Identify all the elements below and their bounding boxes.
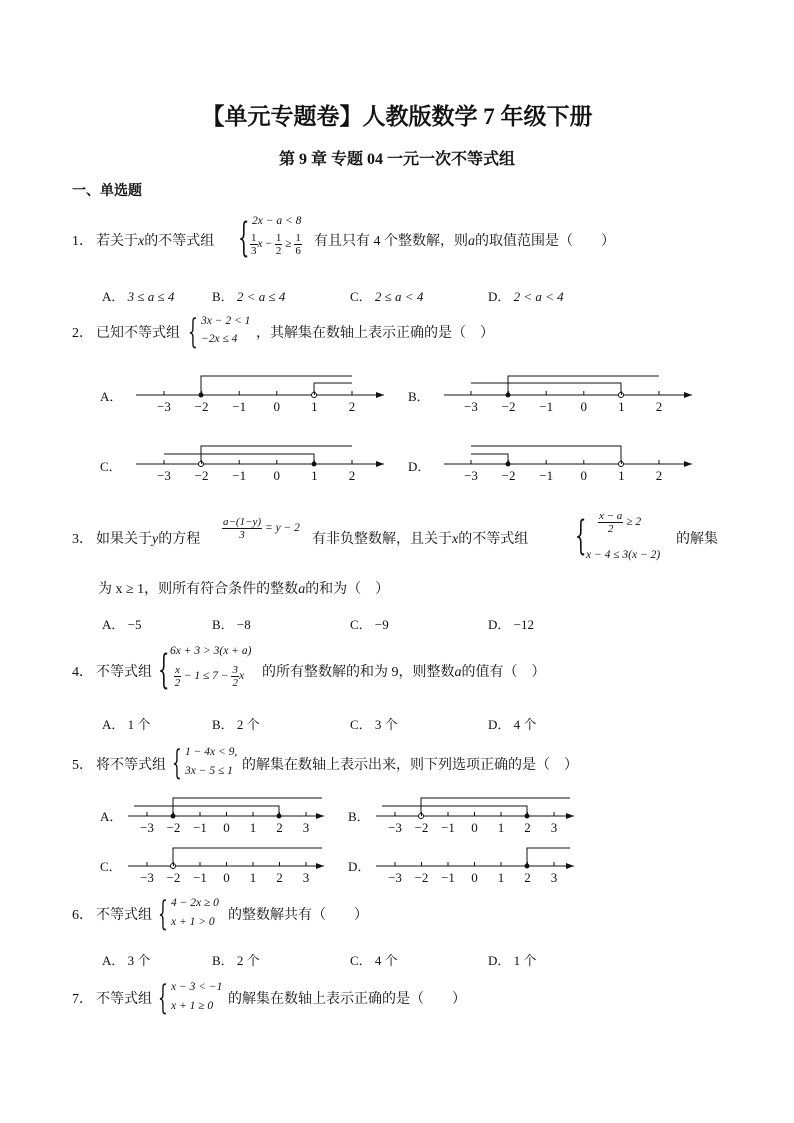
q5-d-tick-label: −2: [414, 870, 429, 885]
q4-number: 4．: [72, 665, 93, 680]
q5-b-tick-label: 3: [550, 820, 558, 835]
q3-number: 3．: [72, 532, 93, 547]
page-title: 【单元专题卷】人教版数学 7 年级下册: [201, 104, 593, 129]
q5-b-tick-label: −1: [441, 820, 455, 835]
q4-option-a[interactable]: A． 1 个: [102, 717, 151, 732]
q5-brace: {: [172, 743, 182, 783]
q5-a-tick-label: 2: [276, 820, 283, 835]
q6-option-c[interactable]: C． 4 个: [350, 953, 398, 968]
q7-system-line2: x + 1 ≥ 0: [171, 1000, 214, 1012]
q2-d-tick-label: 0: [580, 468, 588, 483]
q5-d-tick-label: −3: [388, 870, 402, 885]
q6-option-b[interactable]: B． 2 个: [212, 953, 260, 968]
q2-c-tick-label: 2: [348, 468, 356, 483]
q5-a-tick-label: 3: [302, 820, 310, 835]
q3-text-tail: 的解集: [676, 532, 718, 547]
q1-text-pre: 若关于x的不等式组: [96, 234, 215, 249]
q2-d-tick-label: 2: [655, 468, 663, 483]
q3-brace: {: [575, 513, 587, 559]
q2-d-tick-label: −3: [464, 468, 478, 483]
q2-system-line1: 3x − 2 < 1: [201, 315, 251, 327]
q2-label-b: B．: [408, 389, 430, 404]
q5-number: 5．: [72, 758, 93, 773]
q6-text-pre: 不等式组: [96, 908, 152, 923]
q5-d-tick-label: −1: [441, 870, 455, 885]
q2-text-pre: 已知不等式组: [96, 326, 180, 341]
q1-option-c[interactable]: C． 2 ≤ a < 4: [350, 289, 424, 304]
q7-brace: {: [158, 978, 168, 1018]
q5-b-tick-label: 0: [471, 820, 478, 835]
q5-text-pre: 将不等式组: [96, 758, 166, 773]
q2-brace: {: [188, 312, 198, 352]
q1-text-post: 有且只有 4 个整数解，则a的取值范围是（ ）: [314, 234, 615, 249]
q3-option-a[interactable]: A． −5: [102, 617, 142, 632]
q5-d-tick-label: 1: [497, 870, 505, 885]
q5-c-tick-label: −1: [193, 870, 207, 885]
q5-b-tick-label: 1: [497, 820, 505, 835]
q2-system-line2: −2x ≤ 4: [201, 333, 238, 345]
q3-system-line2: x − 4 ≤ 3(x − 2): [586, 549, 661, 561]
q2-a-tick-label: −3: [157, 399, 171, 414]
q3-option-d[interactable]: D． −12: [488, 617, 534, 632]
q5-label-d: D．: [348, 859, 371, 874]
q5-b-tick-label: 2: [524, 820, 531, 835]
q5-label-b: B．: [348, 809, 370, 824]
q2-c-tick-label: −2: [194, 468, 209, 483]
q6-system-line1: 4 − 2x ≥ 0: [171, 897, 219, 909]
q2-a-tick-label: 2: [348, 399, 356, 414]
q5-system-line1: 1 − 4x < 9,: [185, 746, 238, 758]
q3-option-c[interactable]: C． −9: [350, 617, 389, 632]
q5-text-post: 的解集在数轴上表示出来，则下列选项正确的是（ ）: [242, 758, 578, 773]
q4-system-line1: 6x + 3 > 3(x + a): [170, 645, 252, 657]
q5-label-c: C．: [100, 859, 122, 874]
q2-c-tick-label: 1: [311, 468, 318, 483]
q2-a-tick-label: 1: [311, 399, 318, 414]
q4-option-b[interactable]: B． 2 个: [212, 717, 260, 732]
q5-a-tick-label: 0: [223, 820, 230, 835]
q4-text-pre: 不等式组: [96, 665, 152, 680]
q1-option-d[interactable]: D． 2 < a < 4: [488, 289, 564, 304]
q5-c-tick-label: 0: [223, 870, 230, 885]
q6-text-post: 的整数解共有（ ）: [228, 908, 368, 923]
q6-number: 6．: [72, 908, 93, 923]
q7-text-pre: 不等式组: [96, 992, 152, 1007]
q5-a-tick-label: −3: [140, 820, 154, 835]
q3-equation: $\frac{a-(1-y)}{3}$ = y − 2: [223, 516, 300, 541]
q3-text-mid: 有非负整数解，且关于x的不等式组: [312, 532, 529, 547]
q2-label-c: C．: [100, 459, 122, 474]
q7-text-post: 的解集在数轴上表示正确的是（ ）: [228, 992, 466, 1007]
q2-number-lines: [0, 360, 794, 490]
q1-brace: {: [238, 215, 250, 261]
q2-d-tick-label: 1: [618, 468, 625, 483]
q5-c-tick-label: 2: [276, 870, 283, 885]
q5-option-b-numberline[interactable]: [348, 798, 574, 835]
q2-a-tick-label: 0: [273, 399, 281, 414]
q5-d-tick-label: 2: [524, 870, 531, 885]
q5-c-tick-label: 1: [249, 870, 257, 885]
q3-text-line2: 为 x ≥ 1，则所有符合条件的整数a的和为（ ）: [98, 582, 390, 597]
q2-option-b-numberline[interactable]: [408, 376, 692, 414]
q2-c-tick-label: −3: [157, 468, 171, 483]
q5-d-tick-label: 0: [471, 870, 478, 885]
q1-system-line2: $\frac{1}{3}$ x − $\frac{1}{2}$ ≥ $\frac{1}{6}$: [251, 232, 301, 257]
q1-system-line1: 2x − a < 8: [252, 215, 302, 227]
q5-a-tick-label: −1: [193, 820, 207, 835]
q7-system-line1: x − 3 < −1: [171, 981, 223, 993]
q5-c-tick-label: −3: [140, 870, 154, 885]
section-heading: 一、单选题: [72, 184, 142, 199]
q1-option-a[interactable]: A． 3 ≤ a ≤ 4: [102, 289, 175, 304]
q2-d-tick-label: −2: [501, 468, 516, 483]
q2-label-d: D．: [408, 459, 431, 474]
q3-text-pre: 如果关于y的方程: [96, 532, 201, 547]
q4-option-c[interactable]: C． 3 个: [350, 717, 398, 732]
q5-option-d-numberline[interactable]: [348, 848, 574, 885]
q6-system-line2: x + 1 > 0: [171, 916, 215, 928]
q4-text-post: 的所有整数解的和为 9，则整数a的值有（ ）: [262, 665, 546, 680]
q5-a-tick-label: 1: [249, 820, 257, 835]
q7-number: 7．: [72, 992, 93, 1007]
q2-b-tick-label: −1: [539, 399, 554, 414]
q2-c-tick-label: 0: [273, 468, 281, 483]
q5-c-tick-label: 3: [302, 870, 310, 885]
q2-label-a: A．: [100, 389, 123, 404]
q2-option-c-numberline[interactable]: [100, 446, 384, 483]
q2-number: 2．: [72, 326, 93, 341]
q2-c-tick-label: −1: [232, 468, 247, 483]
q5-b-tick-label: −3: [388, 820, 402, 835]
q4-brace: {: [158, 647, 170, 693]
q2-b-tick-label: 0: [580, 399, 588, 414]
q5-label-a: A．: [100, 809, 123, 824]
q5-b-tick-label: −2: [414, 820, 429, 835]
q5-d-tick-label: 3: [550, 870, 558, 885]
q6-brace: {: [158, 894, 168, 934]
q5-number-lines: [0, 790, 794, 890]
q1-option-b[interactable]: B． 2 < a ≤ 4: [212, 289, 286, 304]
q2-option-a-numberline[interactable]: [100, 376, 384, 414]
q3-option-b[interactable]: B． −8: [212, 617, 251, 632]
q2-b-tick-label: 1: [618, 399, 625, 414]
q3-system-line1: $\frac{x - a}{2}$ ≥ 2: [599, 510, 642, 535]
q6-option-d[interactable]: D． 1 个: [488, 953, 537, 968]
q2-option-d-numberline[interactable]: [408, 446, 692, 483]
q5-a-tick-label: −2: [166, 820, 181, 835]
q5-option-c-numberline[interactable]: [100, 848, 324, 885]
q4-system-line2: $\frac{x}{2}$ − 1 ≤ 7 − $\frac{3}{2}$ x: [174, 664, 245, 689]
q2-a-tick-label: −2: [194, 399, 209, 414]
q5-system-line2: 3x − 5 ≤ 1: [185, 765, 233, 777]
q5-option-a-numberline[interactable]: [100, 798, 324, 835]
q2-d-tick-label: −1: [539, 468, 554, 483]
q4-option-d[interactable]: D． 4 个: [488, 717, 537, 732]
q2-b-tick-label: 2: [655, 399, 663, 414]
page-subtitle: 第 9 章 专题 04 一元一次不等式组: [278, 151, 515, 168]
q2-b-tick-label: −3: [464, 399, 478, 414]
q2-b-tick-label: −2: [501, 399, 516, 414]
q6-option-a[interactable]: A． 3 个: [102, 953, 151, 968]
q5-c-tick-label: −2: [166, 870, 181, 885]
q1-number: 1．: [72, 234, 93, 249]
q2-text-post: ，其解集在数轴上表示正确的是（ ）: [256, 326, 494, 341]
q2-a-tick-label: −1: [232, 399, 247, 414]
